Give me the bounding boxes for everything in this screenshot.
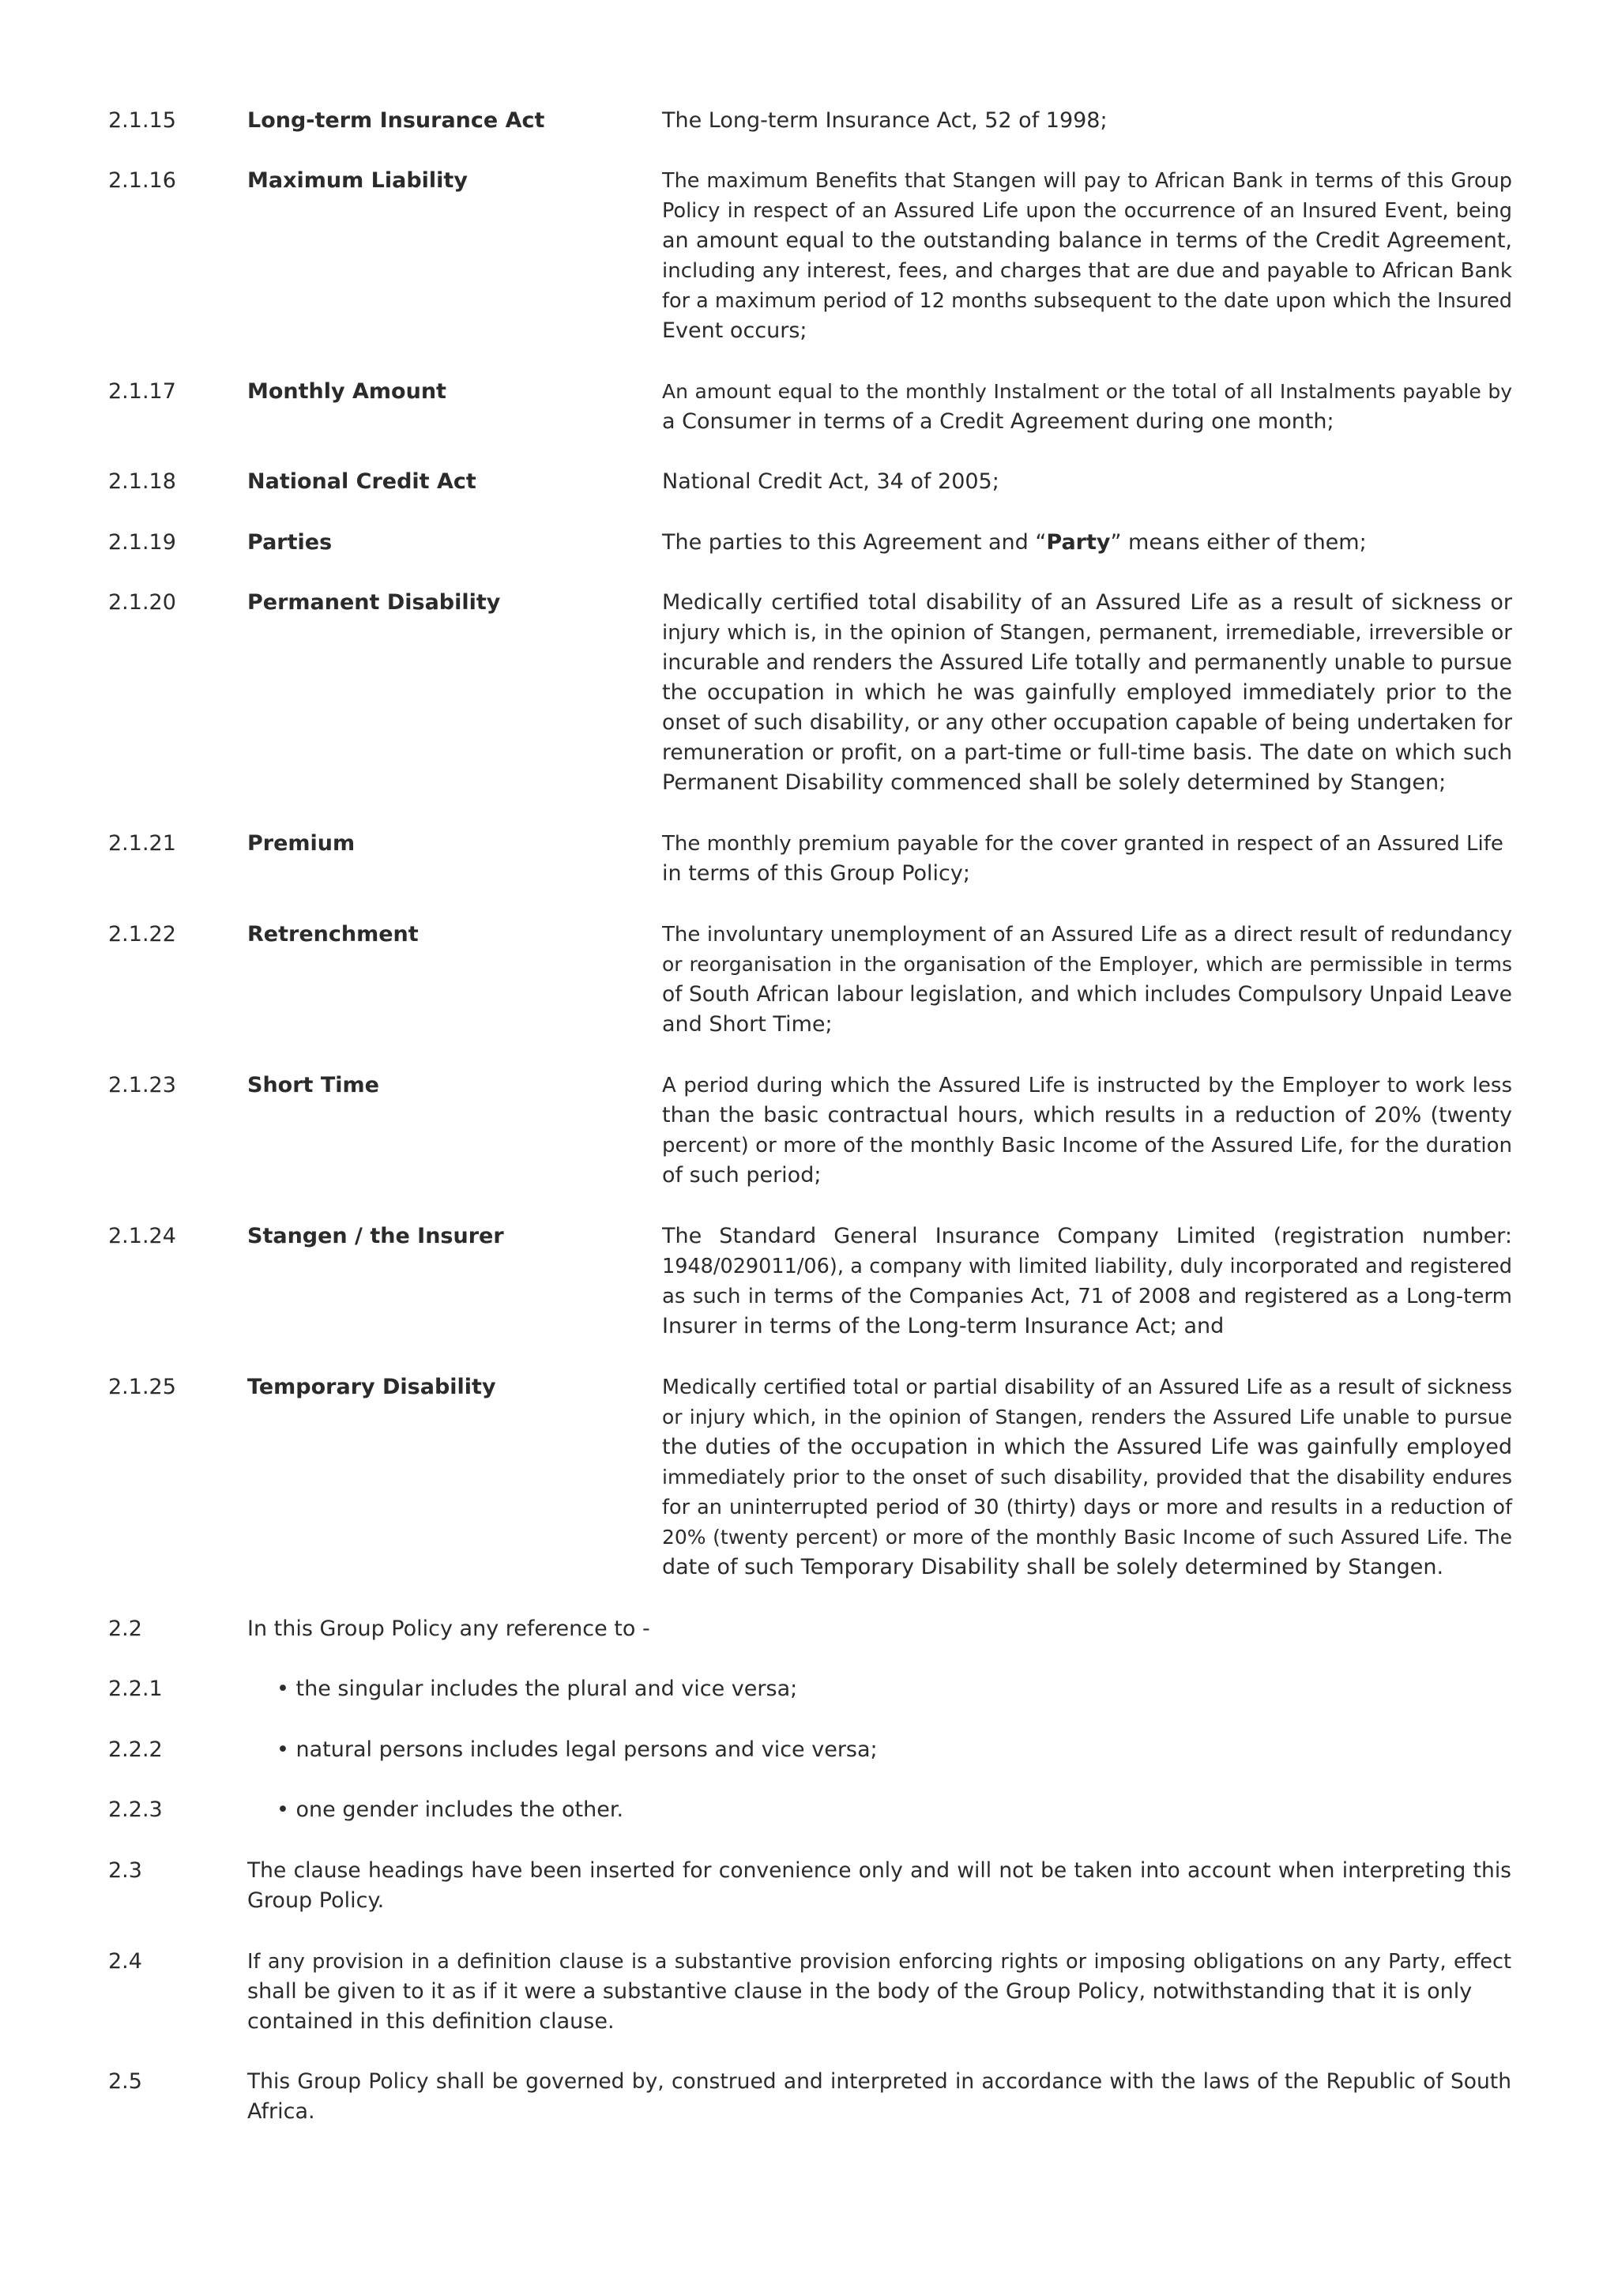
definition-line: The Standard General Insurance Company Limited (registration number: bbox=[662, 1224, 1512, 1248]
clause-number: 2.1.17 bbox=[108, 379, 176, 404]
clause-number: 2.1.22 bbox=[108, 922, 176, 947]
definition-line: immediately prior to the onset of such disability, provided that the disability endures bbox=[662, 1466, 1512, 1489]
bullet-item: • one gender includes the other. bbox=[277, 1797, 624, 1822]
defined-term: Long-term Insurance Act bbox=[247, 108, 545, 133]
clause-number: 2.2 bbox=[108, 1617, 142, 1641]
definition-line: Insurer in terms of the Long-term Insurance Act; and bbox=[662, 1314, 1225, 1338]
defined-term: Stangen / the Insurer bbox=[247, 1224, 504, 1248]
clause-number: 2.1.15 bbox=[108, 108, 176, 133]
definition-line: injury which is, in the opinion of Stangen, permanent, irremediable, irreversible or bbox=[662, 621, 1512, 645]
clause-number: 2.1.23 bbox=[108, 1073, 176, 1097]
defined-term: Temporary Disability bbox=[247, 1375, 496, 1399]
definition-line: of South African labour legislation, and which includes Compulsory Unpaid Leave bbox=[662, 982, 1512, 1007]
definition-line: Event occurs; bbox=[662, 318, 807, 343]
clause-line: Africa. bbox=[247, 2099, 315, 2124]
definition-line: or injury which, in the opinion of Stangen, renders the Assured Life unable to pursue bbox=[662, 1406, 1512, 1428]
clause-number: 2.1.21 bbox=[108, 831, 176, 856]
definition-line: The monthly premium payable for the cover granted in respect of an Assured Life bbox=[662, 832, 1503, 856]
definition-text bbox=[662, 920, 1512, 1040]
clause-number: 2.1.24 bbox=[108, 1224, 176, 1248]
definition-line: an amount equal to the outstanding balance in terms of the Credit Agreement, bbox=[662, 228, 1512, 253]
clause-number: 2.1.25 bbox=[108, 1375, 176, 1399]
definition-line: percent) or more of the monthly Basic Income of the Assured Life, for the duration bbox=[662, 1134, 1512, 1157]
clause-line: This Group Policy shall be governed by, construed and interpreted in accordance with the laws of the Republic of South bbox=[247, 2069, 1511, 2094]
defined-word-party: Party bbox=[1046, 530, 1111, 555]
definition-text bbox=[662, 106, 1512, 136]
clause-line: If any provision in a definition clause is a substantive provision enforcing rights or imposing obligations on any Party, effect bbox=[247, 1950, 1511, 1974]
defined-term: Retrenchment bbox=[247, 922, 419, 947]
definition-line: than the basic contractual hours, which results in a reduction of 20% (twenty bbox=[662, 1103, 1512, 1127]
clause-text: In this Group Policy any reference to - bbox=[247, 1617, 650, 1641]
clause-text bbox=[247, 2067, 1511, 2127]
clause-text bbox=[247, 1947, 1511, 2037]
clause-line: The clause headings have been inserted for convenience only and will not be taken into account when interpreting this bbox=[247, 1858, 1511, 1883]
clause-number: 2.5 bbox=[108, 2069, 142, 2094]
definition-line: 1948/029011/06), a company with limited liability, duly incorporated and registered bbox=[662, 1255, 1512, 1278]
definition-text bbox=[662, 467, 1512, 497]
definition-line: The involuntary unemployment of an Assured Life as a direct result of redundancy bbox=[662, 923, 1512, 947]
definition-line: as such in terms of the Companies Act, 71 of 2008 and registered as a Long-term bbox=[662, 1285, 1512, 1308]
clause-line: contained in this definition clause. bbox=[247, 2009, 615, 2034]
definition-line: incurable and renders the Assured Life totally and permanently unable to pursue bbox=[662, 650, 1512, 675]
defined-term: Short Time bbox=[247, 1073, 379, 1097]
clause-number: 2.2.3 bbox=[108, 1797, 163, 1822]
clause-number: 2.2.2 bbox=[108, 1737, 163, 1762]
definition-line: remuneration or profit, on a part-time or full-time basis. The date on which such bbox=[662, 740, 1512, 765]
definition-text bbox=[662, 829, 1512, 889]
defined-term: Maximum Liability bbox=[247, 168, 468, 193]
definition-line: for an uninterrupted period of 30 (thirty) days or more and results in a reduction of bbox=[662, 1496, 1512, 1519]
definition-line: and Short Time; bbox=[662, 1012, 833, 1037]
definition-line: 20% (twenty percent) or more of the monthly Basic Income of such Assured Life. The bbox=[662, 1526, 1512, 1549]
definition-line: a Consumer in terms of a Credit Agreement during one month; bbox=[662, 409, 1334, 434]
definition-line: An amount equal to the monthly Instalment or the total of all Instalments payable by bbox=[662, 380, 1512, 403]
definition-line: Policy in respect of an Assured Life upon the occurrence of an Insured Event, being bbox=[662, 199, 1512, 223]
definition-text bbox=[662, 377, 1512, 437]
definition-line: Permanent Disability commenced shall be solely determined by Stangen; bbox=[662, 770, 1447, 795]
definition-line: The parties to this Agreement and “Party” means either of them; bbox=[662, 530, 1367, 555]
clause-number: 2.1.20 bbox=[108, 590, 176, 615]
clause-number: 2.3 bbox=[108, 1858, 142, 1883]
bullet-item: • the singular includes the plural and vice versa; bbox=[277, 1677, 798, 1701]
definition-text bbox=[662, 1372, 1512, 1583]
defined-term: Premium bbox=[247, 831, 356, 856]
definition-line: National Credit Act, 34 of 2005; bbox=[662, 469, 999, 494]
definition-line: date of such Temporary Disability shall be solely determined by Stangen. bbox=[662, 1555, 1444, 1579]
definition-line: onset of such disability, or any other occupation capable of being undertaken for bbox=[662, 710, 1512, 735]
clause-number: 2.2.1 bbox=[108, 1677, 163, 1701]
definition-line: for a maximum period of 12 months subsequent to the date upon which the Insured bbox=[662, 289, 1512, 313]
definition-line: including any interest, fees, and charges that are due and payable to African Bank bbox=[662, 259, 1512, 283]
clause-line: shall be given to it as if it were a substantive clause in the body of the Group Policy, notwithstanding that it is only bbox=[247, 1979, 1473, 2004]
definition-line: the duties of the occupation in which the Assured Life was gainfully employed bbox=[662, 1435, 1512, 1459]
definition-line: of such period; bbox=[662, 1163, 822, 1188]
clause-number: 2.1.19 bbox=[108, 530, 176, 555]
definition-line: the occupation in which he was gainfully employed immediately prior to the bbox=[662, 680, 1512, 705]
definition-line: Medically certified total disability of an Assured Life as a result of sickness or bbox=[662, 590, 1512, 615]
bullet-item: • natural persons includes legal persons and vice versa; bbox=[277, 1737, 878, 1762]
definition-line: Medically certified total or partial disability of an Assured Life as a result of sickness bbox=[662, 1376, 1512, 1399]
definition-line: The Long-term Insurance Act, 52 of 1998; bbox=[662, 108, 1108, 133]
definition-text bbox=[662, 166, 1512, 346]
clause-number: 2.1.16 bbox=[108, 168, 176, 193]
definition-text bbox=[662, 528, 1512, 558]
defined-term: Permanent Disability bbox=[247, 590, 501, 615]
definition-line: or reorganisation in the organisation of the Employer, which are permissible in terms bbox=[662, 953, 1512, 976]
definition-line: The maximum Benefits that Stangen will pay to African Bank in terms of this Group bbox=[662, 169, 1512, 193]
definition-text bbox=[662, 588, 1512, 798]
clause-number: 2.1.18 bbox=[108, 469, 176, 494]
defined-term: National Credit Act bbox=[247, 469, 476, 494]
definition-line: A period during which the Assured Life is instructed by the Employer to work less bbox=[662, 1074, 1512, 1097]
defined-term: Monthly Amount bbox=[247, 379, 446, 404]
definition-text bbox=[662, 1071, 1512, 1191]
definition-text bbox=[662, 1221, 1512, 1342]
defined-term: Parties bbox=[247, 530, 333, 555]
definition-line: in terms of this Group Policy; bbox=[662, 861, 970, 886]
clause-text bbox=[247, 1856, 1511, 1916]
clause-line: Group Policy. bbox=[247, 1888, 385, 1913]
clause-number: 2.4 bbox=[108, 1949, 142, 1974]
